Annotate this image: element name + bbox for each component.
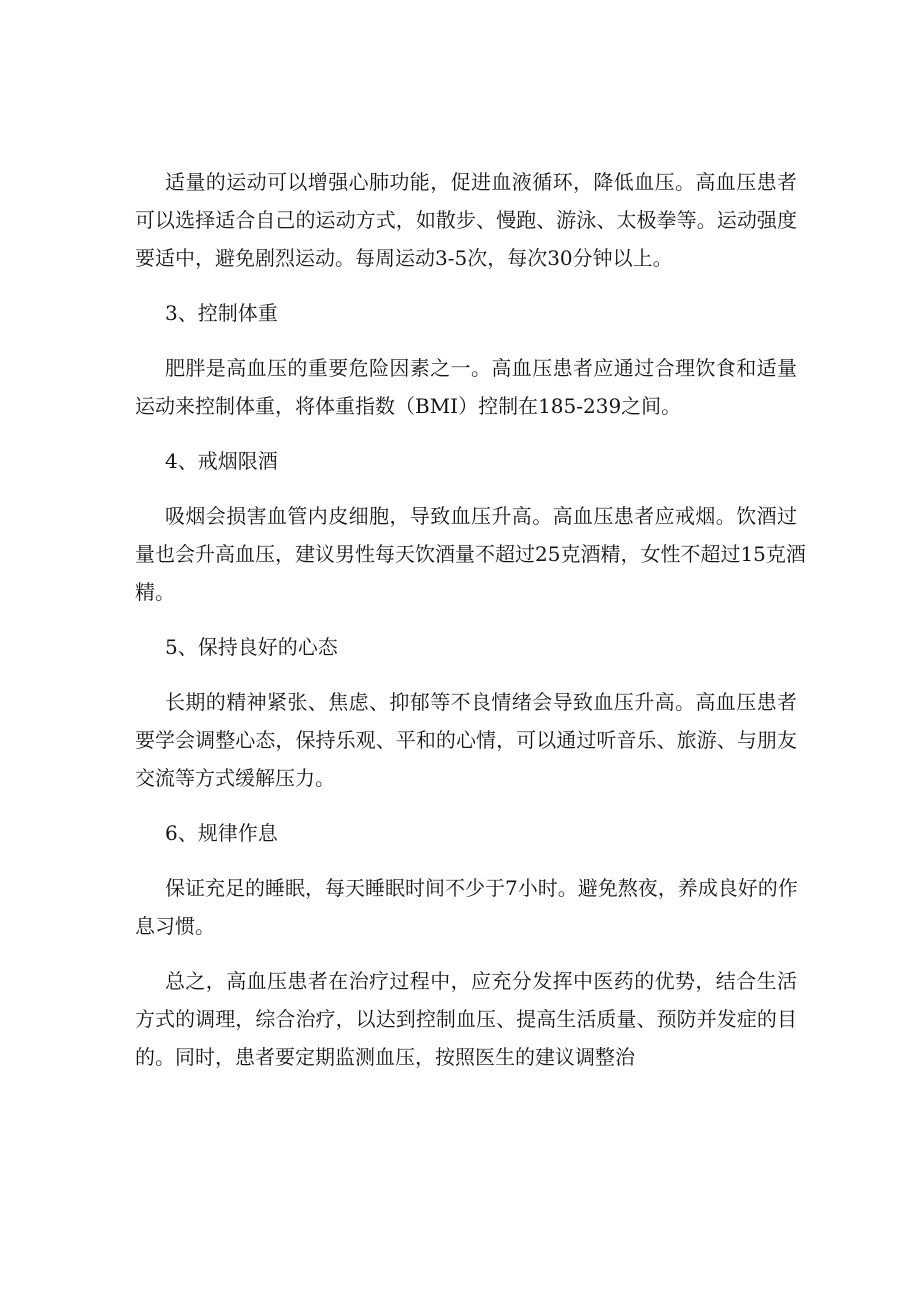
heading-text: 3、控制体重 [165,301,278,325]
text-line: 息习惯。 [135,914,215,938]
text-line: 要学会调整心态，保持乐观、平和的心情，可以通过听音乐、旅游、与朋友 [135,728,797,752]
text-line: 精。 [135,580,175,604]
text-line: 交流等方式缓解压力。 [135,766,335,790]
body-paragraph [135,962,797,1076]
section-heading [135,814,797,852]
section-heading [135,294,797,332]
document-body [135,163,806,1093]
text-line: 适量的运动可以增强心肺功能，促进血液循环，降低血压。高血压患者 [165,170,797,194]
text-line: 方式的调理，综合治疗，以达到控制血压、提高生活质量、预防并发症的目 [135,1007,797,1031]
text-line: 量也会升高血压，建议男性每天饮酒量不超过25克酒精，女性不超过15克酒 [135,542,806,566]
section-heading [135,442,797,480]
body-paragraph [135,683,797,797]
body-paragraph [135,869,797,945]
text-line: 吸烟会损害血管内皮细胞，导致血压升高。高血压患者应戒烟。饮酒过 [165,504,797,528]
body-paragraph [135,163,797,277]
section-heading [135,628,797,666]
text-line: 肥胖是高血压的重要危险因素之一。高血压患者应通过合理饮食和适量 [165,356,797,380]
text-line: 的。同时，患者要定期监测血压，按照医生的建议调整治 [135,1045,635,1069]
text-line: 要适中，避免剧烈运动。每周运动3-5次，每次30分钟以上。 [135,246,673,270]
heading-text: 4、戒烟限酒 [165,449,278,473]
text-line: 总之，高血压患者在治疗过程中，应充分发挥中医药的优势，结合生活 [165,969,797,993]
body-paragraph [135,497,806,611]
text-line: 可以选择适合自己的运动方式，如散步、慢跑、游泳、太极拳等。运动强度 [135,208,797,232]
body-paragraph [135,349,797,425]
text-line: 长期的精神紧张、焦虑、抑郁等不良情绪会导致血压升高。高血压患者 [165,690,797,714]
text-line: 保证充足的睡眠，每天睡眠时间不少于7小时。避免熬夜，养成良好的作 [165,876,798,900]
text-line: 运动来控制体重，将体重指数（BMI）控制在185-239之间。 [135,394,682,418]
heading-text: 6、规律作息 [165,821,278,845]
heading-text: 5、保持良好的心态 [165,635,338,659]
